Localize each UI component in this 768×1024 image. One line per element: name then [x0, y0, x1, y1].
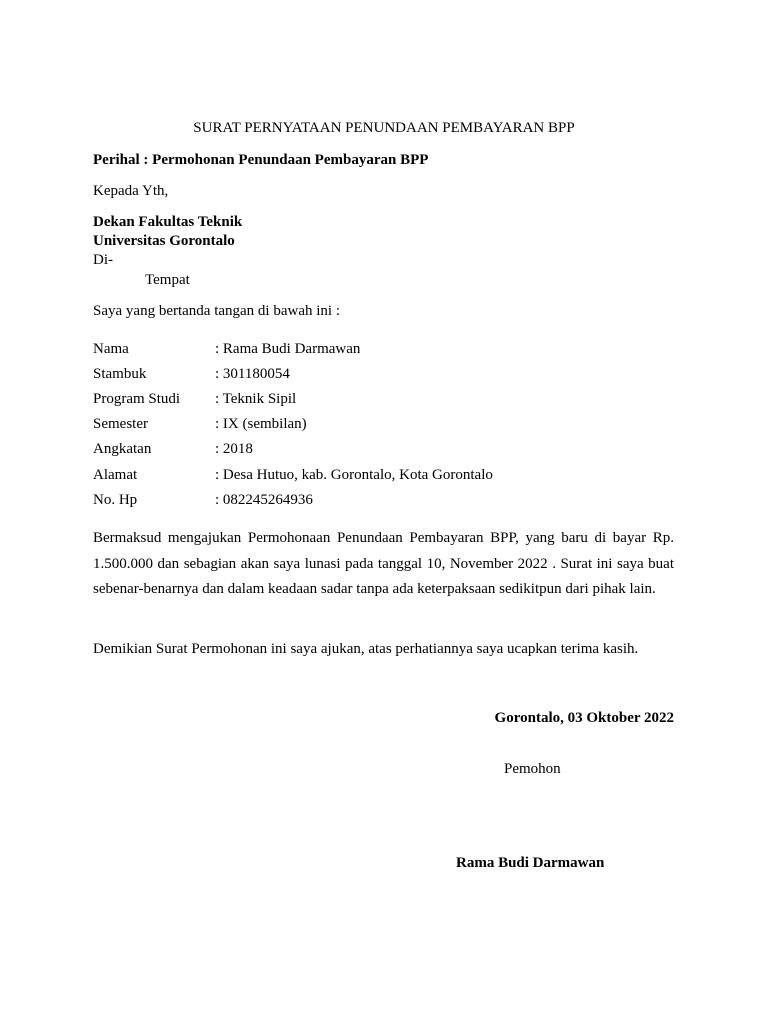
subject-line: Perihal : Permohonan Penundaan Pembayaran BPP [93, 152, 429, 168]
field-value: : 2018 [215, 441, 253, 457]
field-value: : IX (sembilan) [215, 416, 307, 432]
intro-line: Saya yang bertanda tangan di bawah ini : [93, 303, 341, 319]
field-value: : 301180054 [215, 366, 290, 382]
field-label: Semester [93, 416, 148, 432]
document-title: SURAT PERNYATAAN PENUNDAAN PEMBAYARAN BPP [193, 120, 575, 136]
place-date: Gorontalo, 03 Oktober 2022 [494, 710, 674, 726]
recipient-line-3: Di- [93, 252, 113, 268]
field-label: Stambuk [93, 366, 147, 382]
field-value: : Teknik Sipil [215, 391, 297, 407]
field-label: Alamat [93, 467, 138, 483]
field-label: No. Hp [93, 492, 138, 508]
body-paragraph: Bermaksud mengajukan Permohonaan Penundaan Pembayaran BPP, yang baru di bayar Rp. 1.500.000 dan sebagian akan saya lunasi pada tanggal 10, November 2022 . Surat ini saya buat sebenar-benarnya dan dalam keadaan sadar tanpa ada keterpaksaan sedikitpun dari pihak lain. [93, 530, 674, 598]
field-label: Nama [93, 341, 129, 357]
recipient-line-2: Universitas Gorontalo [93, 233, 235, 249]
field-label: Angkatan [93, 441, 152, 457]
field-value: : 082245264936 [215, 492, 313, 508]
field-value: : Desa Hutuo, kab. Gorontalo, Kota Gorontalo [215, 467, 493, 483]
recipient-line-1: Dekan Fakultas Teknik [93, 214, 243, 230]
recipient-line-4: Tempat [145, 272, 190, 288]
closing-line: Demikian Surat Permohonan ini saya ajukan, atas perhatiannya saya ucapkan terima kasih. [93, 641, 639, 657]
applicant-label: Pemohon [504, 761, 561, 777]
field-label: Program Studi [93, 391, 181, 407]
signer-name: Rama Budi Darmawan [456, 855, 605, 871]
field-value: : Rama Budi Darmawan [215, 341, 361, 357]
greeting: Kepada Yth, [93, 183, 169, 199]
